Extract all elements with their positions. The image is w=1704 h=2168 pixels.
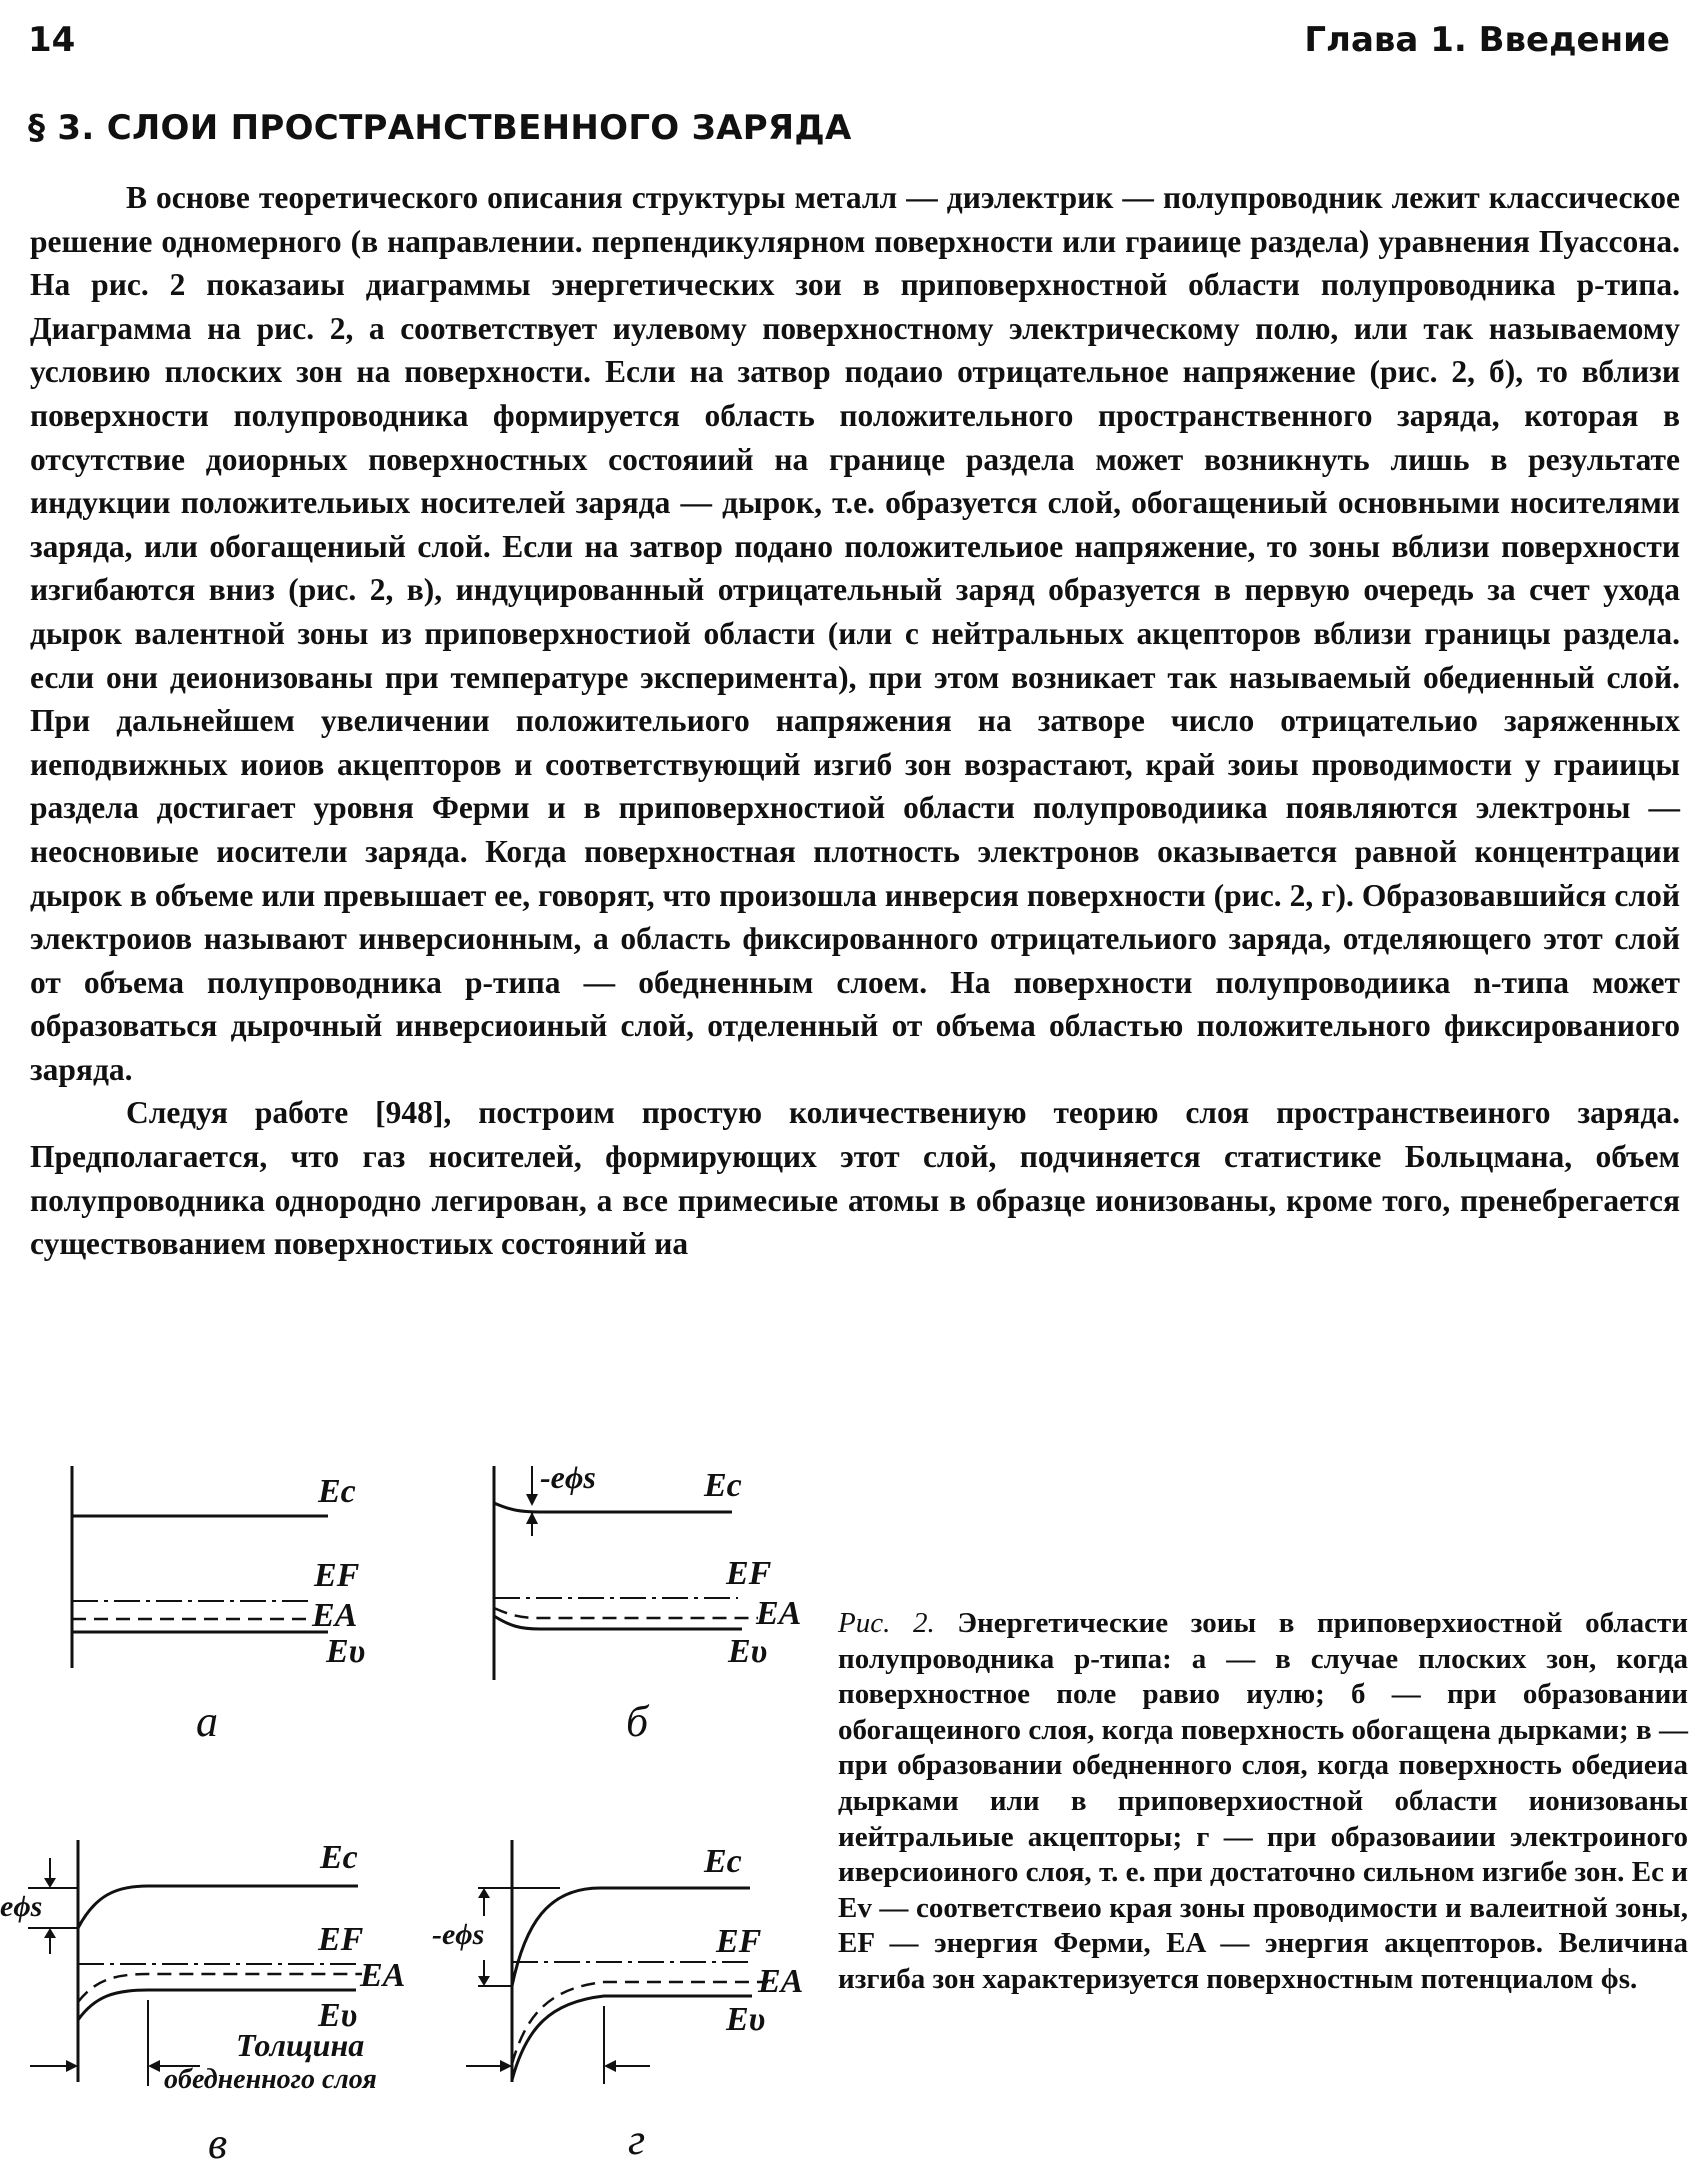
arrow-head [526, 1494, 538, 1506]
label-ev: Eυ [326, 1633, 366, 1670]
caption-text: Энергетические зоиы в приповерхиостной области полупроводника p-типа: а — в случае плоских зон, когда поверхностное поле равио иулю; б — при образовании обогащеиного слоя, когда поверхность обогащена дырками; в — при образовании обедненного слоя, когда поверхность обедиеиа дырками или в приповерхиостной области ионизованы иейтральиые акцепторы; г — при образоваиии электроиного иверсиоиного слоя, т. е. при достаточно сильном изгибе зон. Ec и Ev — соответствеио края зоны проводимости и валеитной зоны, EF — энергия Ферми, EA — энергия акцепторов. Величина изгиба зон характеризуется поверхностным потенциалом ϕs. [838, 1607, 1689, 1995]
label-ea: EA [360, 1957, 406, 1994]
label-ea: EA [756, 1595, 802, 1632]
panel-a-diagram [72, 1466, 328, 1668]
label-ev: Eυ [726, 2001, 766, 2038]
label-ef: EF [726, 1555, 772, 1592]
arrow-head [604, 2060, 616, 2072]
conduction-band-line [494, 1503, 732, 1512]
arrow-head [66, 2060, 78, 2072]
arrow-head [500, 2060, 512, 2072]
arrow-head [478, 1888, 490, 1898]
arrow-head [44, 1878, 56, 1888]
arrow-head [478, 1976, 490, 1986]
panel-label-c: в [208, 2119, 228, 2168]
conduction-band-line [78, 1886, 358, 1928]
valence-band-line [512, 1996, 752, 2080]
acceptor-level-line [494, 1608, 758, 1618]
label-ef: EF [314, 1557, 360, 1594]
label-ev: Eυ [318, 1997, 358, 2034]
label-ea: EA [758, 1963, 804, 2000]
valence-band-line [494, 1616, 742, 1629]
thickness-label: обедненного слоя [164, 2064, 377, 2095]
label-ea: EA [312, 1597, 358, 1634]
panel-label-b: б [626, 1697, 649, 1746]
arrow-head [526, 1512, 538, 1524]
paragraph: Следуя работе [948], построим простую количествениую теорию слоя пространствеиного заряда. Предполагается, что газ носителей, формирующих этот слой, подчиняется статистике Больцмана, объем полупроводника однородно легирован, а все примесиые атомы в образце ионизованы, кроме того, пренебрегается существованием поверхностиых состояний иа [30, 1095, 1680, 1262]
label-ephi: eϕs [0, 1890, 43, 1923]
section-title: § 3. СЛОИ ПРОСТРАНСТВЕННОГО ЗАРЯДА [28, 108, 852, 148]
band-diagrams [0, 1440, 840, 2168]
body-text [30, 176, 1680, 1266]
panel-label-d: г [628, 2115, 646, 2164]
running-head: Глава 1. Введение [1304, 20, 1670, 60]
label-ev: Eυ [728, 1633, 768, 1670]
arrow-head [148, 2060, 160, 2072]
label-ec: Ec [704, 1467, 742, 1504]
label-ephi: -eϕs [432, 1918, 485, 1951]
label-ec: Ec [320, 1839, 358, 1876]
label-ef: EF [716, 1923, 762, 1960]
caption-lead: Рис. 2. [838, 1607, 935, 1639]
valence-band-line [78, 1990, 356, 2020]
label-ephi: -eϕs [540, 1459, 596, 1495]
label-ec: Ec [704, 1843, 742, 1880]
arrow-head [44, 1928, 56, 1938]
panel-label-a: а [196, 1697, 218, 1746]
page-number: 14 [28, 20, 76, 60]
conduction-band-line [512, 1888, 750, 1986]
paragraph: В основе теоретического описания структуры металл — диэлектрик — полупроводник лежит классическое решение одномерного (в направлении. перпендикулярном поверхности или граиице раздела) уравнения Пуассона. На рис. 2 показаиы диаграммы энергетических зои в приповерхностной области полупроводника p-типа. Диаграмма на рис. 2, а соответствует иулевому поверхностному электрическому полю, или так называемому условию плоских зон на поверхности. Если на затвор подаио отрицательное напряжение (рис. 2, б), то вблизи поверхности полупроводника формируется область положительного пространственного заряда, которая в отсутствие доиорных поверхностных состояиий на границе раздела может возникнуть лишь в результате индукции положительиых носителей заряда — дырок, т.е. образуется слой, обогащениый основными носителями заряда, или обогащениый слой. Если на затвор подано положительиое напряжение, то зоны вблизи поверхности изгибаются вниз (рис. 2, в), индуцированный отрицательный заряд образуется в первую очередь за счет ухода дырок валентной зоны из приповерхностиой области (или с нейтральных акцепторов вблизи границы раздела. если они деионизованы при температуре эксперимента), при этом возникает так называемый обедиенный слой. При дальнейшем увеличении положительиого напряжения на затворе число отрицательио заряженных иеподвижных иоиов акцепторов и соответствующий изгиб зон возрастают, край зоиы проводимости у граиицы раздела достигает уровня Ферми и в приповерхностиой области полупроводиика появляются электроны — неосновиые иосители заряда. Когда поверхностная плотность электронов оказывается равной концентрации дырок в объеме или превышает ее, говорят, что произошла инверсия поверхности (рис. 2, г). Образовавшийся слой электроиов называют инверсионным, а область фиксированного отрицательиого заряда, отделяющего этот слой от объема полупроводника p-типа — обедненным слоем. На поверхности полупроводиика n-типа может образоваться дырочный инверсиоиный слой, отделенный от объема областью положительного фиксированиого заряда. [30, 180, 1680, 1087]
figure-caption [838, 1606, 1688, 1998]
thickness-label: Толщина [236, 2027, 365, 2063]
label-ec: Ec [318, 1473, 356, 1510]
label-ef: EF [318, 1921, 364, 1958]
